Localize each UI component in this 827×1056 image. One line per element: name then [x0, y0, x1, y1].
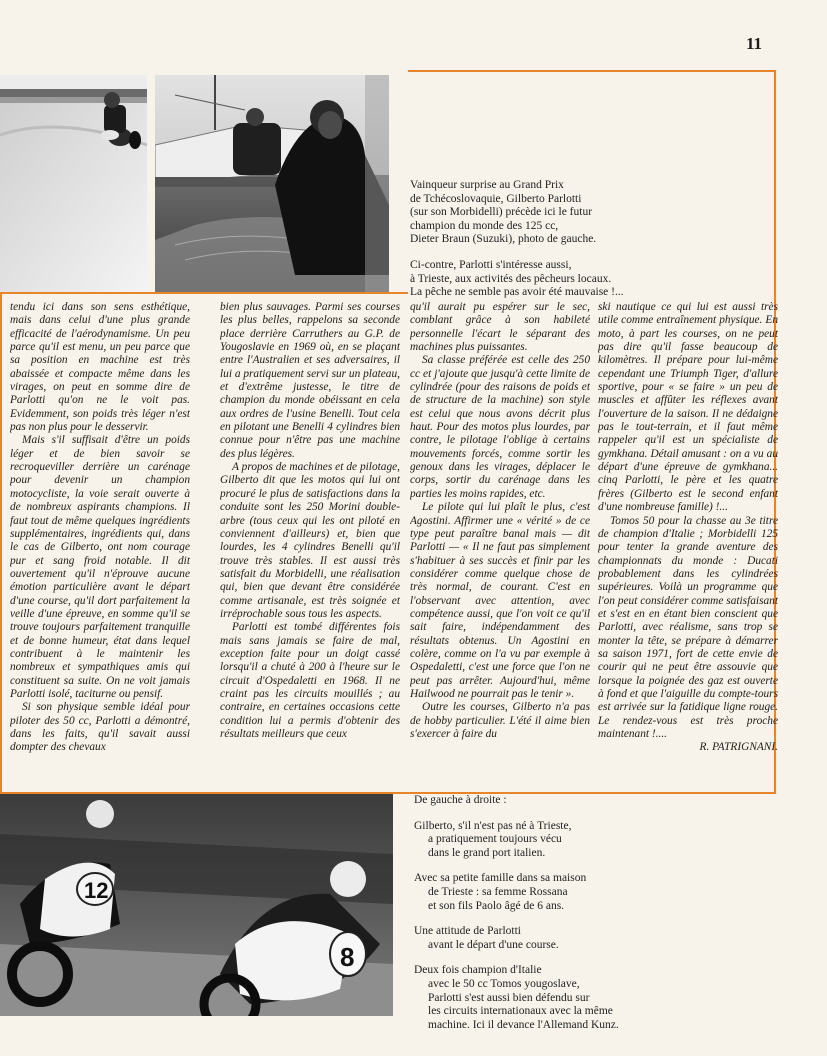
caption-line: Gilberto, s'il n'est pas né à Trieste, [414, 819, 572, 832]
parlotti-fishermen-photo [155, 75, 389, 292]
caption-line: avant le départ d'une course. [428, 938, 559, 951]
bottom-caption-paragraph-1 [414, 820, 664, 861]
caption-line: Avec sa petite famille dans sa maison [414, 872, 587, 885]
article-column-2 [220, 301, 400, 801]
orange-rule-under-photos [0, 292, 408, 294]
author-signature: R. PATRIGNANI. [699, 741, 778, 754]
page-number: 11 [746, 34, 763, 53]
article-paragraph: A propos de machines et de pilotage, Gilberto dit que les motos qui lui ont procuré le plus de satisfactions dans la conduite sont les 250 Morini double-arbre (tous ceux qui les ont piloté en conviennent d'ailleurs) et, bien que lourdes, les 4 cylindres Benelli qu'il trouve très stables. Il est aussi très satisfait du Morbidelli, une réalisation qui, bien que devant être considérée comme artisanale, est très soignée et irréprochable sous tous les aspects. [220, 461, 400, 620]
bottom-caption-heading: De gauche à droite : [414, 794, 507, 806]
bottom-caption-paragraph-3 [414, 925, 664, 952]
article-paragraph: qu'il aurait pu espérer sur le sec, comblant grâce à son habileté personnelle l'écart le séparant des machines plus puissantes. [410, 301, 590, 354]
article-paragraph: Sa classe préférée est celle des 250 cc et j'ajoute que jusqu'à cette limite de cylindrée (pour des raisons de poids et de structure de la machine) son style est celui que nous avons décrit plus haut. Pour des motos plus lourdes, par contre, le pilotage l'oblige à certains mouvements forcés, comme sortir les genoux dans les virages, déplacer le corps, sortir du carénage dans les parties les moins rapides, etc. [410, 354, 590, 500]
article-paragraph: Parlotti est tombé différentes fois mais sans jamais se faire de mal, exception faite pour un doigt cassé lorsqu'il a chuté à 200 à l'heure sur le circuit d'Ospedaletti en 1968. Il ne craint pas les circuits mouillés ; au contraire, en certaines occasions cette condition lui a permis d'obtenir des résultats meilleurs que ceux [220, 621, 400, 740]
article-paragraph: bien plus sauvages. Parmi ses courses les plus belles, rappelons sa seconde place derrière Carruthers au G.P. de Yougoslavie en 1969 où, en se plaçant entre l'Australien et ses adversaires, il lui a pratiquement servi sur un plateau, et d'extrême justesse, le titre de champion du monde obéissant en cela aux ordres de l'usine Benelli. Tout cela en pilotant une Benelli 4 cylindres bien connue pour n'être pas une machine des plus légères. [220, 301, 400, 460]
bottom-caption-paragraph-2 [414, 872, 664, 913]
caption-line: a pratiquement toujours vécu [428, 833, 562, 846]
race-number-12: 12 [84, 878, 109, 903]
orange-rule-left [0, 292, 2, 794]
caption-line: Deux fois champion d'Italie [414, 964, 542, 977]
article-column-3 [410, 301, 590, 801]
caption-line: de Tchécoslovaquie, Gilberto Parlotti [410, 192, 582, 205]
caption-line: La pêche ne semble pas avoir été mauvaise !... [410, 286, 624, 299]
article-paragraph: Outre les courses, Gilberto n'a pas de hobby particulier. L'été il aime bien s'exercer à faire du [410, 701, 590, 740]
article-paragraph: Mais s'il suffisait d'être un poids léger et de bien savoir se recroqueviller derrière un carénage pour devenir un champion motocycliste, la voie serait ouverte à de nombreux aspirants champions. Il faut tout de même quelques ingrédients supplémentaires, ingrédients qui, dans le cas de Gilberto, ont nom courage pur et sang froid notable. Il dit ouvertement qu'il n'éprouve aucune émotion particulière avant le départ d'une course, qu'il dort parfaitement la veille d'une épreuve, en somme qu'il se trouve toujours parfaitement tranquille et de bonne humeur, état dans lequel contribuent à le maintenir les nombreux et sympathiques amis qui constituent sa suite. On ne voit jamais Parlotti isolé, taciturne ou pensif. [10, 434, 190, 700]
article-paragraph: tendu ici dans son sens esthétique, mais dans celui d'une plus grande efficacité de l'aérodynamisme. Un peu parce qu'il est menu, un peu parce que sa position en machine est très abaissée et compacte même dans les virages, on peut en somme dire de Parlotti qu'on ne le voit pas. Evidemment, son poids très léger n'est pas non plus pour le desservir. [10, 301, 190, 434]
article-paragraph: ski nautique ce qui lui est aussi très utile comme entraînement physique. En moto, à part les courses, on ne peut pas dire qu'il fasse beaucoup de kilomètres. Il prépare pour lui-même cependant une Triumph Tiger, d'allure sportive, pour « se faire » un peu de muscles et affûter les réflexes avant l'ouverture de la saison. Il ne dédaigne pas le tout-terrain, et il faut même rappeler qu'il est un spécialiste de gymkhana. Détail amusant : on a vu au départ d'une épreuve de gymkhana... cinq Parlotti, le père et les quatre frères (Gilberto est le second enfant d'une nombreuse famille) !... [598, 301, 778, 514]
race-number-8: 8 [340, 942, 355, 972]
rider-on-track-photo [0, 75, 147, 292]
caption-line: à Trieste, aux activités des pêcheurs locaux. [410, 272, 612, 285]
article-column-4 [598, 301, 778, 801]
caption-line: Parlotti s'est aussi bien défendu sur [428, 991, 590, 1004]
caption-line: champion du monde des 125 cc, [410, 219, 559, 232]
caption-line: Dieter Braun (Suzuki), photo de gauche. [410, 233, 597, 246]
bottom-caption [414, 794, 664, 1044]
caption-line: avec le 50 cc Tomos yougoslave, [428, 977, 580, 990]
article-paragraph: Le pilote qui lui plaît le plus, c'est Agostini. Affirmer une « vérité » de ce type peut paraître banal mais — dit Parlotti — « Il ne faut pas simplement s'habituer à ses succès et finir par les considérer comme quelque chose de très normal, de courant. C'est en l'observant avec attention, avec compétence aussi, que l'on voit ce qu'il sait faire, indépendamment des résultats obtenus. Un Agostini en colère, comme on l'a vu par exemple à Ospedaletti, c'est une force que l'on ne peut pas arrêter. Aujourd'hui, même Hailwood ne pourrait pas le tenir ». [410, 501, 590, 700]
top-caption [410, 179, 650, 312]
race-bikes-photo [0, 794, 393, 1016]
caption-line: les circuits internationaux avec la même [428, 1005, 613, 1018]
caption-line: de Trieste : sa femme Rossana [428, 885, 568, 898]
caption-line: machine. Ici il devance l'Allemand Kunz. [428, 1018, 619, 1031]
caption-line: Vainqueur surprise au Grand Prix [410, 179, 564, 191]
caption-line: et son fils Paolo âgé de 6 ans. [428, 899, 565, 912]
article-paragraph: Si son physique semble idéal pour piloter des 50 cc, Parlotti a démontré, dans les faits, qu'il savait aussi dompter des chevaux [10, 701, 190, 754]
caption-line: Une attitude de Parlotti [414, 925, 521, 938]
article-column-1 [10, 301, 190, 801]
article-paragraph: Tomos 50 pour la chasse au 3e titre de champion d'Italie ; Morbidelli 125 pour tenter la grande aventure des championnats du monde : Ducati probablement dans les cylindrées supérieures. Voilà un programme que l'on peut considérer comme satisfaisant et s'est en en étant bien conscient que Parlotti, avec réalisme, sans trop se monter la tête, se prépare à démarrer sa saison 1971, fort de cette envie de courir qui ne peut être assouvie que lorsque la poignée des gaz est ouverte à fond et que l'aiguille du compte-tours est arrivée sur la fatidique ligne rouge. Le rendez-vous est très proche maintenant !.... [598, 514, 778, 740]
top-caption-paragraph-1 [410, 179, 650, 247]
bottom-caption-paragraph-4 [414, 964, 664, 1032]
caption-line: (sur son Morbidelli) précède ici le futur [410, 206, 593, 219]
caption-line: Ci-contre, Parlotti s'intéresse aussi, [410, 258, 572, 271]
caption-line: dans le grand port italien. [428, 846, 546, 859]
top-caption-paragraph-2 [410, 259, 650, 300]
orange-rule-top [408, 70, 776, 72]
